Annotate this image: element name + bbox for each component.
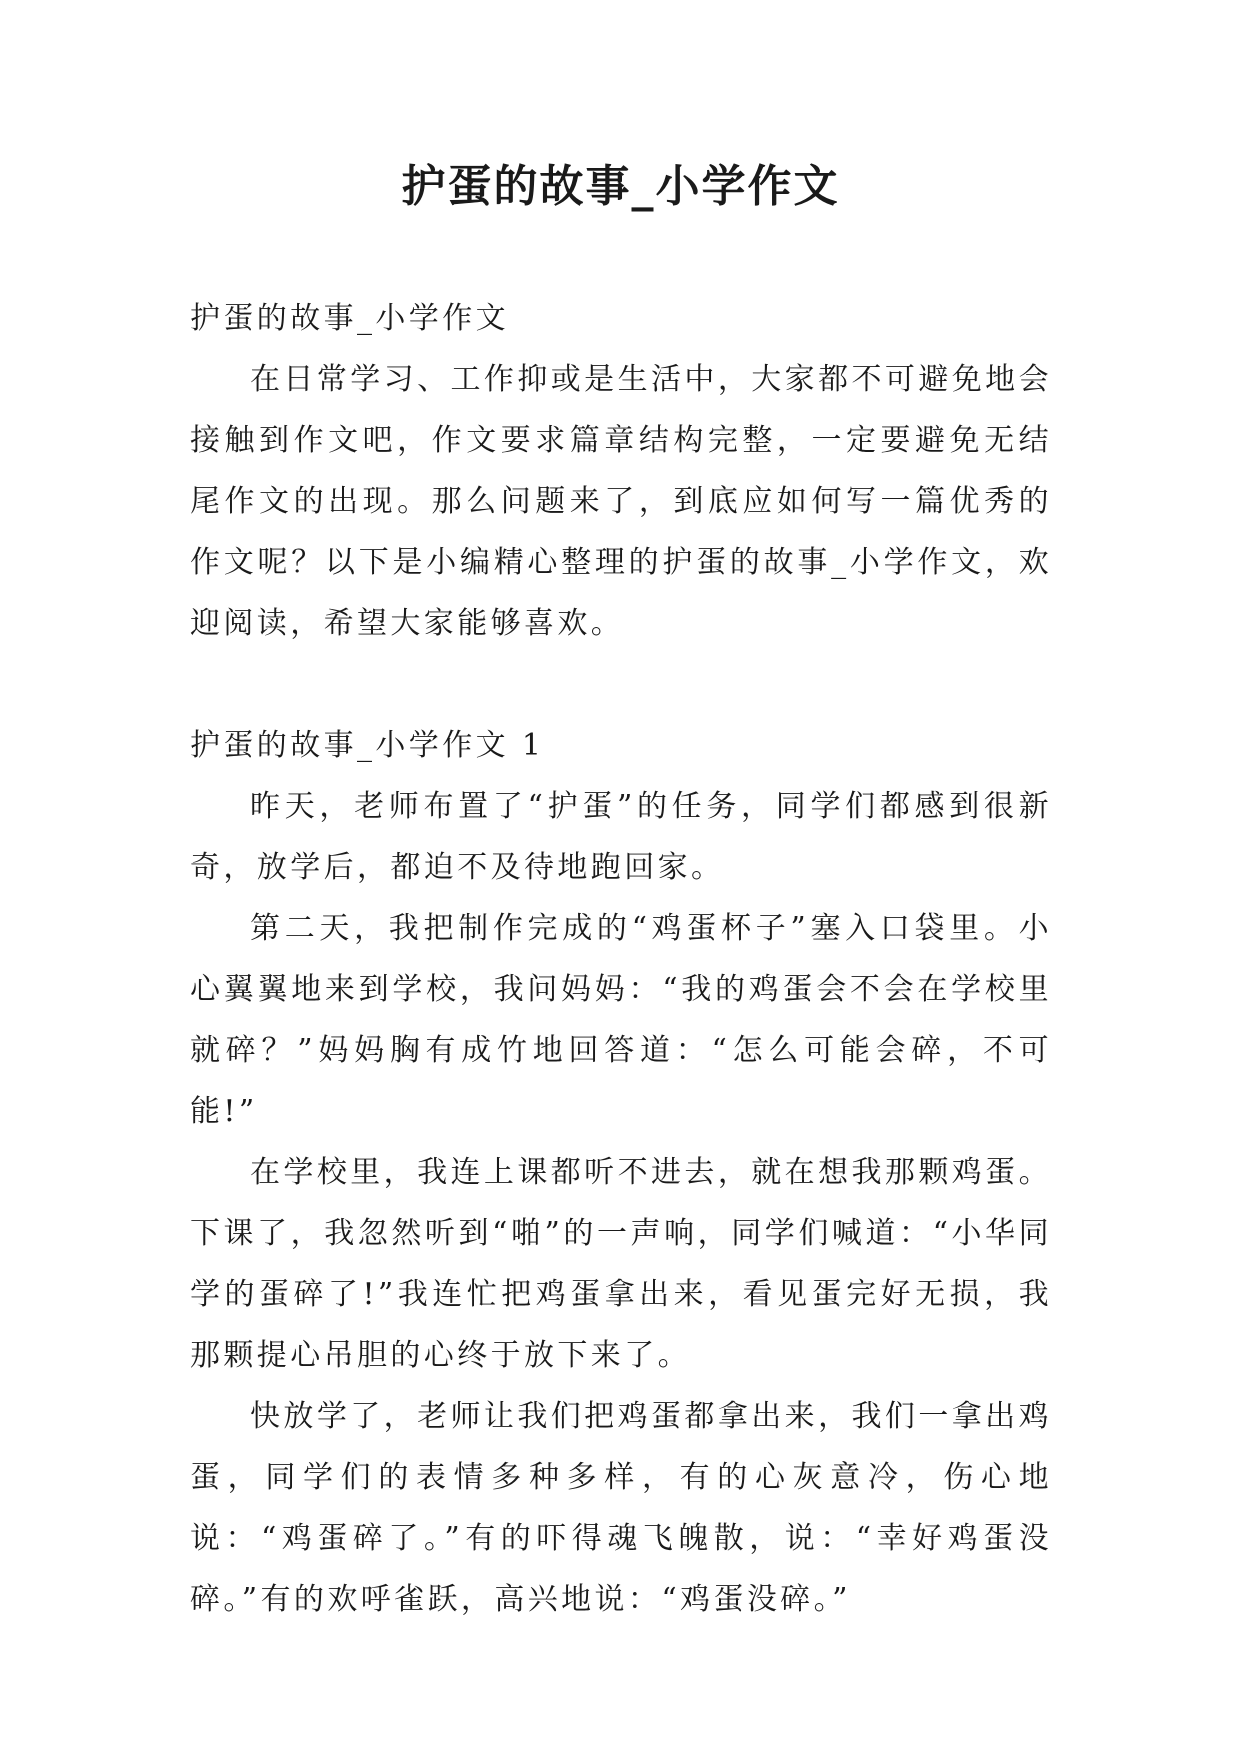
body-paragraph-2: 第二天，我把制作完成的“鸡蛋杯子”塞入口袋里。小心翼翼地来到学校，我问妈妈：“我的鸡蛋会不会在学校里就碎？”妈妈胸有成竹地回答道：“怎么可能会碎，不可能!” [190, 911, 1052, 1129]
body-paragraph-4: 快放学了，老师让我们把鸡蛋都拿出来，我们一拿出鸡蛋，同学们的表情多种多样，有的心灰意冷，伤心地说：“鸡蛋碎了。”有的吓得魂飞魄散，说：“幸好鸡蛋没碎。”有的欢呼雀跃，高兴地说：“鸡蛋没碎。” [190, 1399, 1052, 1617]
intro-heading: 护蛋的故事_小学作文 [190, 301, 509, 336]
section-spacer [190, 654, 1052, 715]
document-body [190, 288, 1052, 1630]
body-paragraph-3: 在学校里，我连上课都听不进去，就在想我那颗鸡蛋。下课了，我忽然听到“啪”的一声响，同学们喊道：“小华同学的蛋碎了!”我连忙把鸡蛋拿出来，看见蛋完好无损，我那颗提心吊胆的心终于放下来了。 [190, 1155, 1052, 1373]
body-paragraph-1: 昨天，老师布置了“护蛋”的任务，同学们都感到很新奇，放学后，都迫不及待地跑回家。 [190, 789, 1052, 885]
intro-paragraph: 在日常学习、工作抑或是生活中，大家都不可避免地会接触到作文吧，作文要求篇章结构完整，一定要避免无结尾作文的出现。那么问题来了，到底应如何写一篇优秀的作文呢？以下是小编精心整理的护蛋的故事_小学作文，欢迎阅读，希望大家能够喜欢。 [190, 362, 1052, 641]
page-title: 护蛋的故事_小学作文 [401, 161, 840, 212]
section-heading: 护蛋的故事_小学作文 1 [190, 728, 545, 763]
